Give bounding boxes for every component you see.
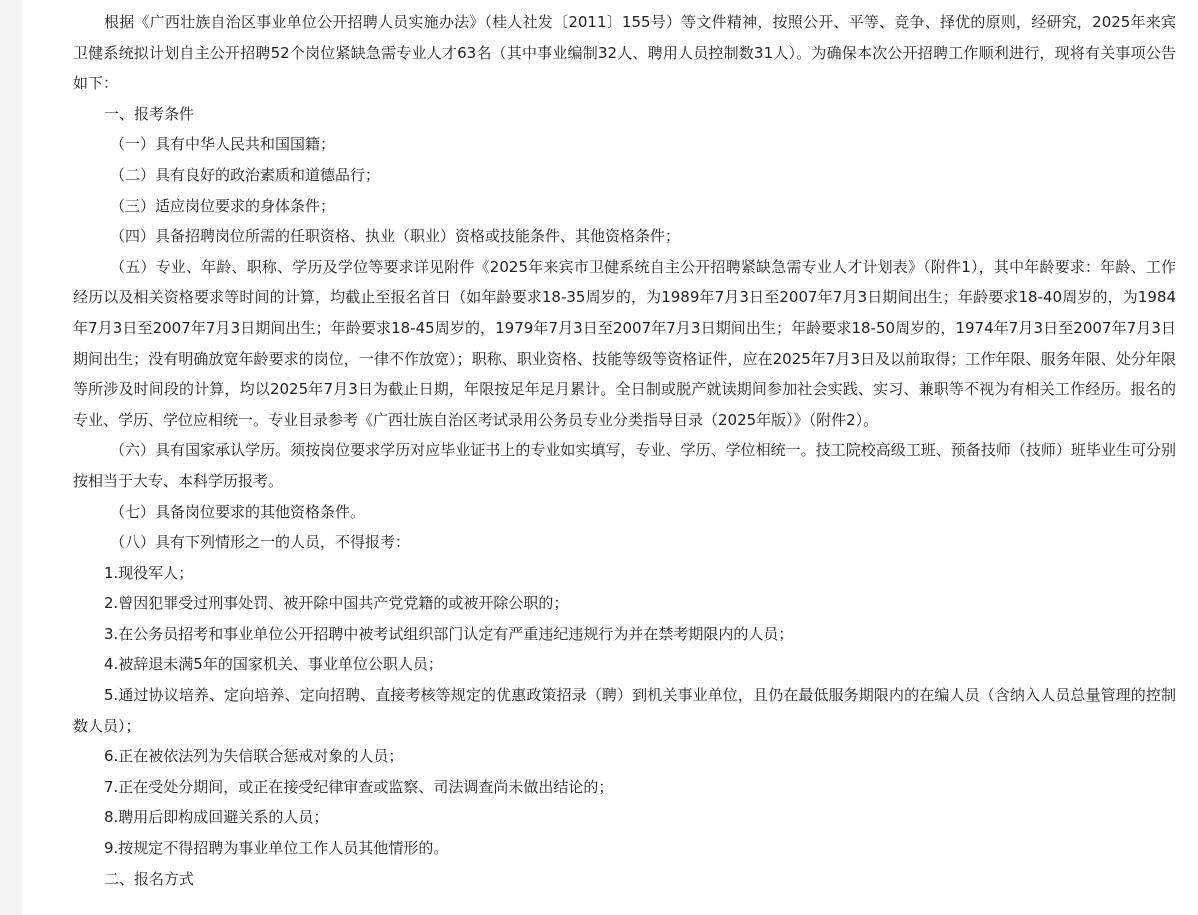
document-page [22,0,1198,915]
condition-8: （八）具有下列情形之一的人员，不得报考： [110,533,411,552]
announcement-body [73,7,1176,894]
section-heading-requirements: 一、报考条件 [104,104,195,123]
condition-7: （七）具备岗位要求的其他资格条件。 [110,502,366,521]
condition-2: （二）具有良好的政治素质和道德品行； [110,165,381,184]
exclusion-item-9: 9.按规定不得招聘为事业单位工作人员其他情形的。 [104,839,449,858]
condition-3: （三）适应岗位要求的身体条件； [110,196,336,215]
exclusion-item-5: 5.通过协议培养、定向培养、定向招聘、直接考核等规定的优惠政策招录（聘）到机关事业单位，且仍在最低服务期限内的在编人员（含纳入人员总量管理的控制数人员）； [73,686,1176,735]
exclusion-item-4: 4.被辞退未满5年的国家机关、事业单位公职人员； [104,655,443,674]
condition-4: （四）具备招聘岗位所需的任职资格、执业（职业）资格或技能条件、其他资格条件； [110,227,681,246]
exclusion-item-2: 2.曾因犯罪受过刑事处罚、被开除中国共产党党籍的或被开除公职的； [104,594,569,613]
exclusion-item-8: 8.聘用后即构成回避关系的人员； [104,808,329,827]
condition-6: （六）具有国家承认学历。须按岗位要求学历对应毕业证书上的专业如实填写，专业、学历、学位相统一。技工院校高级工班、预备技师（技师）班毕业生可分别按相当于大专、本科学历报考。 [73,441,1176,490]
condition-5: （五）专业、年龄、职称、学历及学位等要求详见附件《2025年来宾市卫健系统自主公开招聘紧缺急需专业人才计划表》（附件1），其中年龄要求：年龄、工作经历以及相关资格要求等时间的计算，均截止至报名首日（如年龄要求18-35周岁的，为1989年7月3日至2007年7月3日期间出生；年龄要求18-40周岁的，为1984年7月3日至2007年7月3日期间出生；年龄要求18-45周岁的，1979年7月3日至2007年7月3日期间出生；年龄要求18-50周岁的，1974年7月3日至2007年7月3日期间出生；没有明确放宽年龄要求的岗位，一律不作放宽）；职称、职业资格、技能等级等资格证件，应在2025年7月3日及以前取得；工作年限、服务年限、处分年限等所涉及时间段的计算，均以2025年7月3日为截止日期，年限按足年足月累计。全日制或脱产就读期间参加社会实践、实习、兼职等不视为有相关工作经历。报名的专业、学历、学位应相统一。专业目录参考《广西壮族自治区考试录用公务员专业分类指导目录（2025年版）》（附件2）。 [73,257,1176,429]
exclusion-item-3: 3.在公务员招考和事业单位公开招聘中被考试组织部门认定有严重违纪违规行为并在禁考期限内的人员； [104,624,794,643]
section-heading-partial: 二、报名方式 [104,869,195,888]
exclusion-item-1: 1.现役军人； [104,563,194,582]
exclusion-item-6: 6.正在被依法列为失信联合惩戒对象的人员； [104,747,404,766]
condition-1: （一）具有中华人民共和国国籍； [110,135,336,154]
exclusion-item-7: 7.正在受处分期间，或正在接受纪律审查或监察、司法调查尚未做出结论的； [104,777,614,796]
intro-paragraph: 根据《广西壮族自治区事业单位公开招聘人员实施办法》（桂人社发〔2011〕155号）等文件精神，按照公开、平等、竞争、择优的原则，经研究，2025年来宾卫健系统拟计划自主公开招聘52个岗位紧缺急需专业人才63名（其中事业编制32人、聘用人员控制数31人）。为确保本次公开招聘工作顺利进行，现将有关事项公告如下： [73,13,1176,93]
